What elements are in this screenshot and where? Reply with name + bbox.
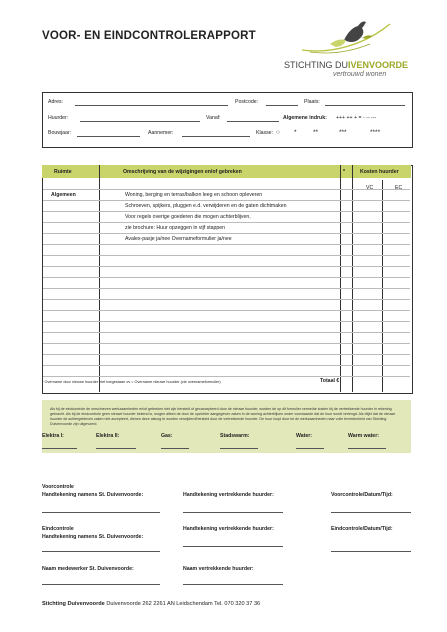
table-row-line (43, 233, 410, 234)
hand-vertrek-1-label: Handtekening vertrekkende huurder: (183, 492, 274, 498)
logo-tagline: vertrouwd wonen (333, 71, 387, 78)
bouwjaar-label: Bouwjaar: (48, 130, 72, 136)
table-row: Schroeven, spijkers, pluggen e.d. verwijderen en de gaten dichtmaken (125, 203, 287, 209)
plaats-field[interactable] (325, 105, 405, 106)
table-row-line (43, 244, 410, 245)
table-row-line (43, 299, 410, 300)
table-row-line (43, 321, 410, 322)
vanaf-field[interactable] (227, 121, 279, 122)
table-row-line (43, 200, 410, 201)
table-row-line (43, 189, 410, 190)
dove-logo-icon (300, 14, 392, 56)
table-row-line (43, 277, 410, 278)
col-ec: EC (395, 185, 403, 191)
table-row-line (43, 266, 410, 267)
table-row-line (43, 365, 410, 366)
hand-sd-1-field[interactable] (42, 512, 160, 513)
aannemer-field[interactable] (182, 136, 250, 137)
row-ruimte-algemeen: Algemeen (51, 192, 76, 198)
footer (42, 601, 260, 607)
warm-water-field[interactable] (348, 448, 386, 449)
col-vc: VC (366, 185, 374, 191)
water-field[interactable] (296, 448, 324, 449)
logo-name: STICHTING DUIVENVOORDE (284, 60, 409, 70)
elektra2-field[interactable] (96, 448, 136, 449)
col-ruimte: Ruimte (54, 169, 72, 175)
algemene-indruk-label: Algemene indruk: (283, 115, 327, 121)
table-row-line (43, 288, 410, 289)
table-row: Voor regels overige goederen die mogen achterblijven, (125, 214, 251, 220)
elektra1-label: Elektra I: (42, 433, 64, 439)
datum-eind-label: Eindcontrole/Datum/Tijd: (331, 526, 393, 532)
hand-sd-2-label: Handtekening namens St. Duivenvoorde: (42, 534, 144, 540)
page-title: VOOR- EN EINDCONTROLERAPPORT (42, 30, 256, 42)
table-row-line (43, 343, 410, 344)
table-row-line (43, 332, 410, 333)
indruk-scale[interactable]: +++ ++ + = - -- --- (336, 115, 377, 121)
adres-label: Adres: (48, 99, 63, 105)
table-row-line (43, 211, 410, 212)
table-row: zie brochure: Huur opzeggen in vijf stappen (125, 225, 226, 231)
eindcontrole-label: Eindcontrole (42, 526, 74, 532)
postcode-field[interactable] (266, 105, 298, 106)
klasse-option-1[interactable]: * (294, 129, 297, 136)
naam-medewerker-label: Naam medewerker St. Duivenvoorde: (42, 566, 134, 572)
hand-vertrek-2-field[interactable] (183, 546, 283, 547)
gas-label: Gas: (161, 433, 173, 439)
table-row-line (43, 310, 410, 311)
totaal-label: Totaal € (320, 378, 340, 384)
col-omschrijving: Omschrijving van de wijzigingen en/of gebreken (123, 169, 242, 175)
vanaf-label: Vanaf: (206, 115, 221, 121)
col-kosten: Kosten huurder (360, 169, 399, 175)
col-star: * (343, 169, 346, 175)
klasse-label: Klasse: (256, 130, 274, 136)
klasse-option-3[interactable]: *** (339, 129, 347, 136)
table-row-line (43, 222, 410, 223)
datum-voor-label: Voorcontrole/Datum/Tijd: (331, 492, 393, 498)
table-row: Woning, berging en terras/balkon leeg en schoon opleveren (125, 192, 263, 198)
naam-vertrek-label: Naam vertrekkende huurder: (183, 566, 254, 572)
disclaimer-text: Als bij de eindcontrole de omschreven werkzaamheden en/of gebreken niet zijn hersteld of gecaccepteerd door de nieuwe huurder, worden de op dit formulier vermelde kosten bij de vertrekkende huurder in rekening gebracht. Als bij de eindcontrole geen nieuwe huurder bekend is, mogen alleen de door de opzichter aangegeven zaken in de woning achterblijven onder voorwaarde dat de huur wordt verlengd. Als blijkt dat de nieuwe huurder de achtergebleven zaken niet accepteert, dienen deze alsnog te worden verwijderd/hersteld door de vertrekkende huurder. De huur loopt door tot de werkzaamheden naar volle tevredenheid van Stichting Duivenvoorde zijn uitgevoerd. (50, 407, 396, 427)
adres-field[interactable] (75, 105, 228, 106)
naam-vertrek-field[interactable] (183, 584, 283, 585)
bouwjaar-field[interactable] (77, 136, 140, 137)
klasse-option-0[interactable]: ○ (276, 129, 280, 136)
table-row: Avalex-pasje ja/nee Overnameformulier ja/nee (125, 236, 232, 242)
postcode-label: Postcode: (235, 99, 259, 105)
footer-org: Stichting Duivenvoorde (42, 601, 105, 607)
klasse-option-4[interactable]: **** (370, 129, 381, 136)
hand-sd-1-label: Handtekening namens St. Duivenvoorde: (42, 492, 144, 498)
gas-field[interactable] (161, 448, 189, 449)
hand-vertrek-2-label: Handtekening vertrekkende huurder: (183, 526, 274, 532)
footer-address: Duivenvoorde 262 2261 AN Leidschendam Tel. 070 320 37 36 (104, 601, 261, 607)
klasse-option-2[interactable]: ** (313, 129, 319, 136)
table-row-line (43, 255, 410, 256)
hand-vertrek-1-field[interactable] (183, 512, 283, 513)
huurder-field[interactable] (80, 121, 200, 122)
warm-water-label: Warm water: (348, 433, 379, 439)
datum-voor-field[interactable] (331, 512, 411, 513)
elektra1-field[interactable] (42, 448, 77, 449)
naam-medewerker-field[interactable] (42, 584, 160, 585)
plaats-label: Plaats: (304, 99, 320, 105)
aannemer-label: Aannemer: (148, 130, 174, 136)
stadswarmte-field[interactable] (220, 448, 258, 449)
table-row-line (43, 354, 410, 355)
datum-eind-field[interactable] (331, 551, 411, 552)
table-row-line (43, 376, 410, 377)
huurder-label: Huurder: (48, 115, 69, 121)
elektra2-label: Elektra II: (96, 433, 120, 439)
hand-sd-2-field[interactable] (42, 551, 160, 552)
stadswarmte-label: Stadswarm: (220, 433, 250, 439)
water-label: Water: (296, 433, 312, 439)
table-note: * Overname door nieuwe huurder niet toegestaan ov = Overname nieuwe huurder (zie overnameformulier) (42, 380, 221, 384)
voorcontrole-label: Voorcontrole (42, 484, 74, 490)
